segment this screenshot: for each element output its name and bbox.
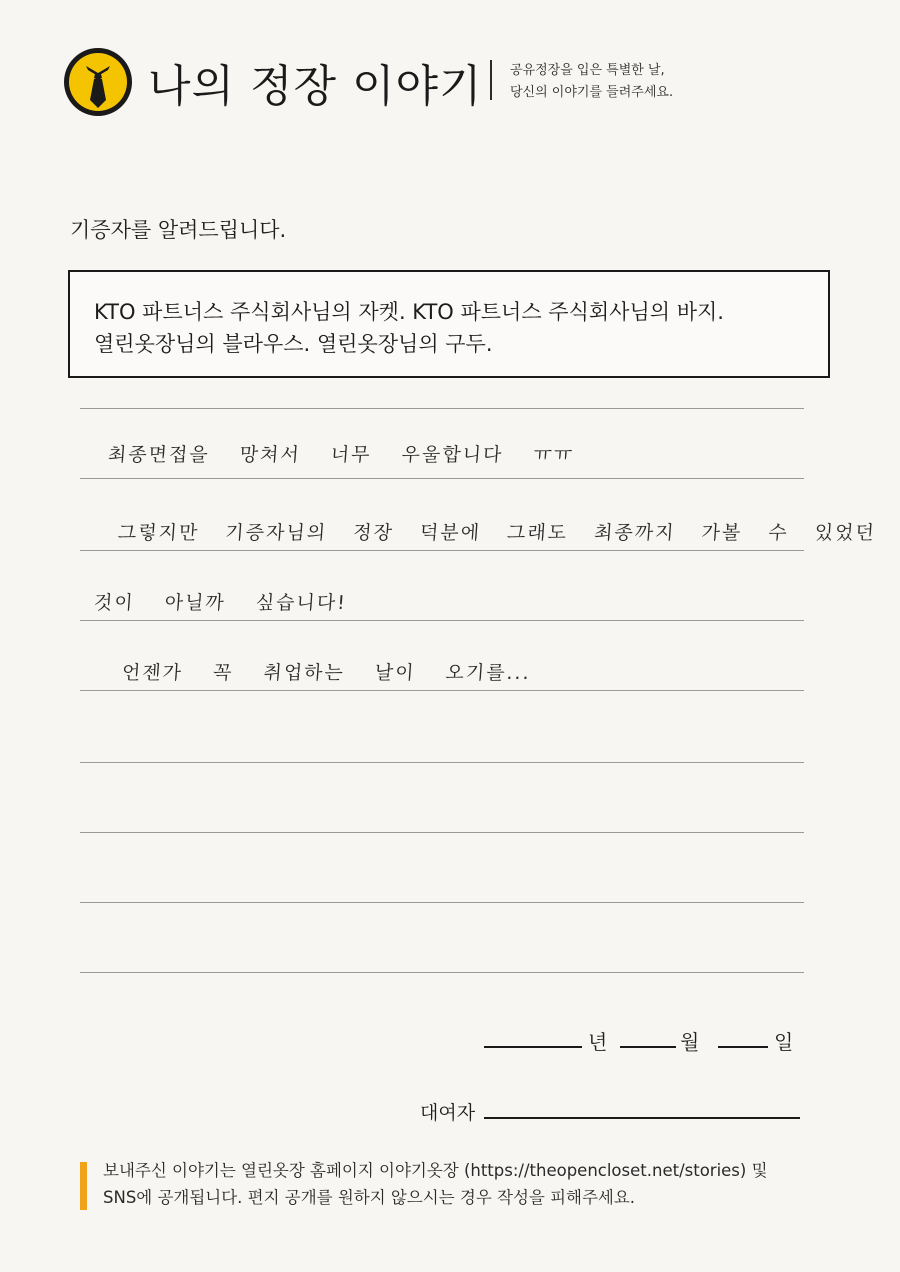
- lender-label: 대여자: [420, 1102, 476, 1124]
- handwritten-line-4: 언젠가 꼭 취업하는 날이 오기를...: [121, 662, 532, 684]
- lender-blank: [484, 1117, 800, 1119]
- writing-rule: [80, 972, 804, 973]
- footer-note-line-1: 보내주신 이야기는 열린옷장 홈페이지 이야기옷장 (https://theopencloset.net/stories) 및: [103, 1161, 768, 1180]
- day-blank: [718, 1046, 768, 1048]
- writing-rule: [80, 550, 804, 551]
- year-blank: [484, 1046, 582, 1048]
- donor-info-text: [94, 296, 808, 360]
- writing-rule: [80, 478, 804, 479]
- handwritten-line-1: 최종면접을 망쳐서 너무 우울합니다 ㅠㅠ: [107, 444, 575, 466]
- writing-rule: [80, 832, 804, 833]
- handwritten-line-2: 그렇지만 기증자님의 정장 덕분에 그래도 최종까지 가볼 수 있었던: [117, 522, 877, 544]
- handwritten-line-3: 것이 아닐까 싶습니다!: [93, 592, 348, 614]
- subtitle-line-2: 당신의 이야기를 들려주세요.: [510, 85, 674, 100]
- donor-line-2: 열린옷장님의 블라우스. 열린옷장님의 구두.: [94, 332, 493, 356]
- donor-line-1: KTO 파트너스 주식회사님의 자켓. KTO 파트너스 주식회사님의 바지.: [94, 300, 724, 324]
- footer-accent-bar: [80, 1162, 87, 1210]
- title-divider: [490, 60, 492, 100]
- footer-note: [103, 1157, 863, 1211]
- day-label: 일: [774, 1030, 794, 1054]
- page-subtitle: [510, 60, 673, 104]
- writing-rule: [80, 902, 804, 903]
- year-label: 년: [588, 1030, 608, 1054]
- footer-note-line-2: SNS에 공개됩니다. 편지 공개를 원하지 않으시는 경우 작성을 피해주세요.: [103, 1188, 636, 1207]
- writing-rule: [80, 762, 804, 763]
- donor-section-label: 기증자를 알려드립니다.: [70, 218, 287, 242]
- month-blank: [620, 1046, 676, 1048]
- donor-info-box: [68, 270, 830, 378]
- subtitle-line-1: 공유정장을 입은 특별한 날,: [510, 63, 665, 78]
- writing-rule: [80, 690, 804, 691]
- month-label: 월: [680, 1030, 700, 1054]
- page-title: 나의 정장 이야기: [148, 61, 483, 112]
- writing-rule: [80, 620, 804, 621]
- tie-logo-icon: [62, 46, 134, 118]
- writing-rule: [80, 408, 804, 409]
